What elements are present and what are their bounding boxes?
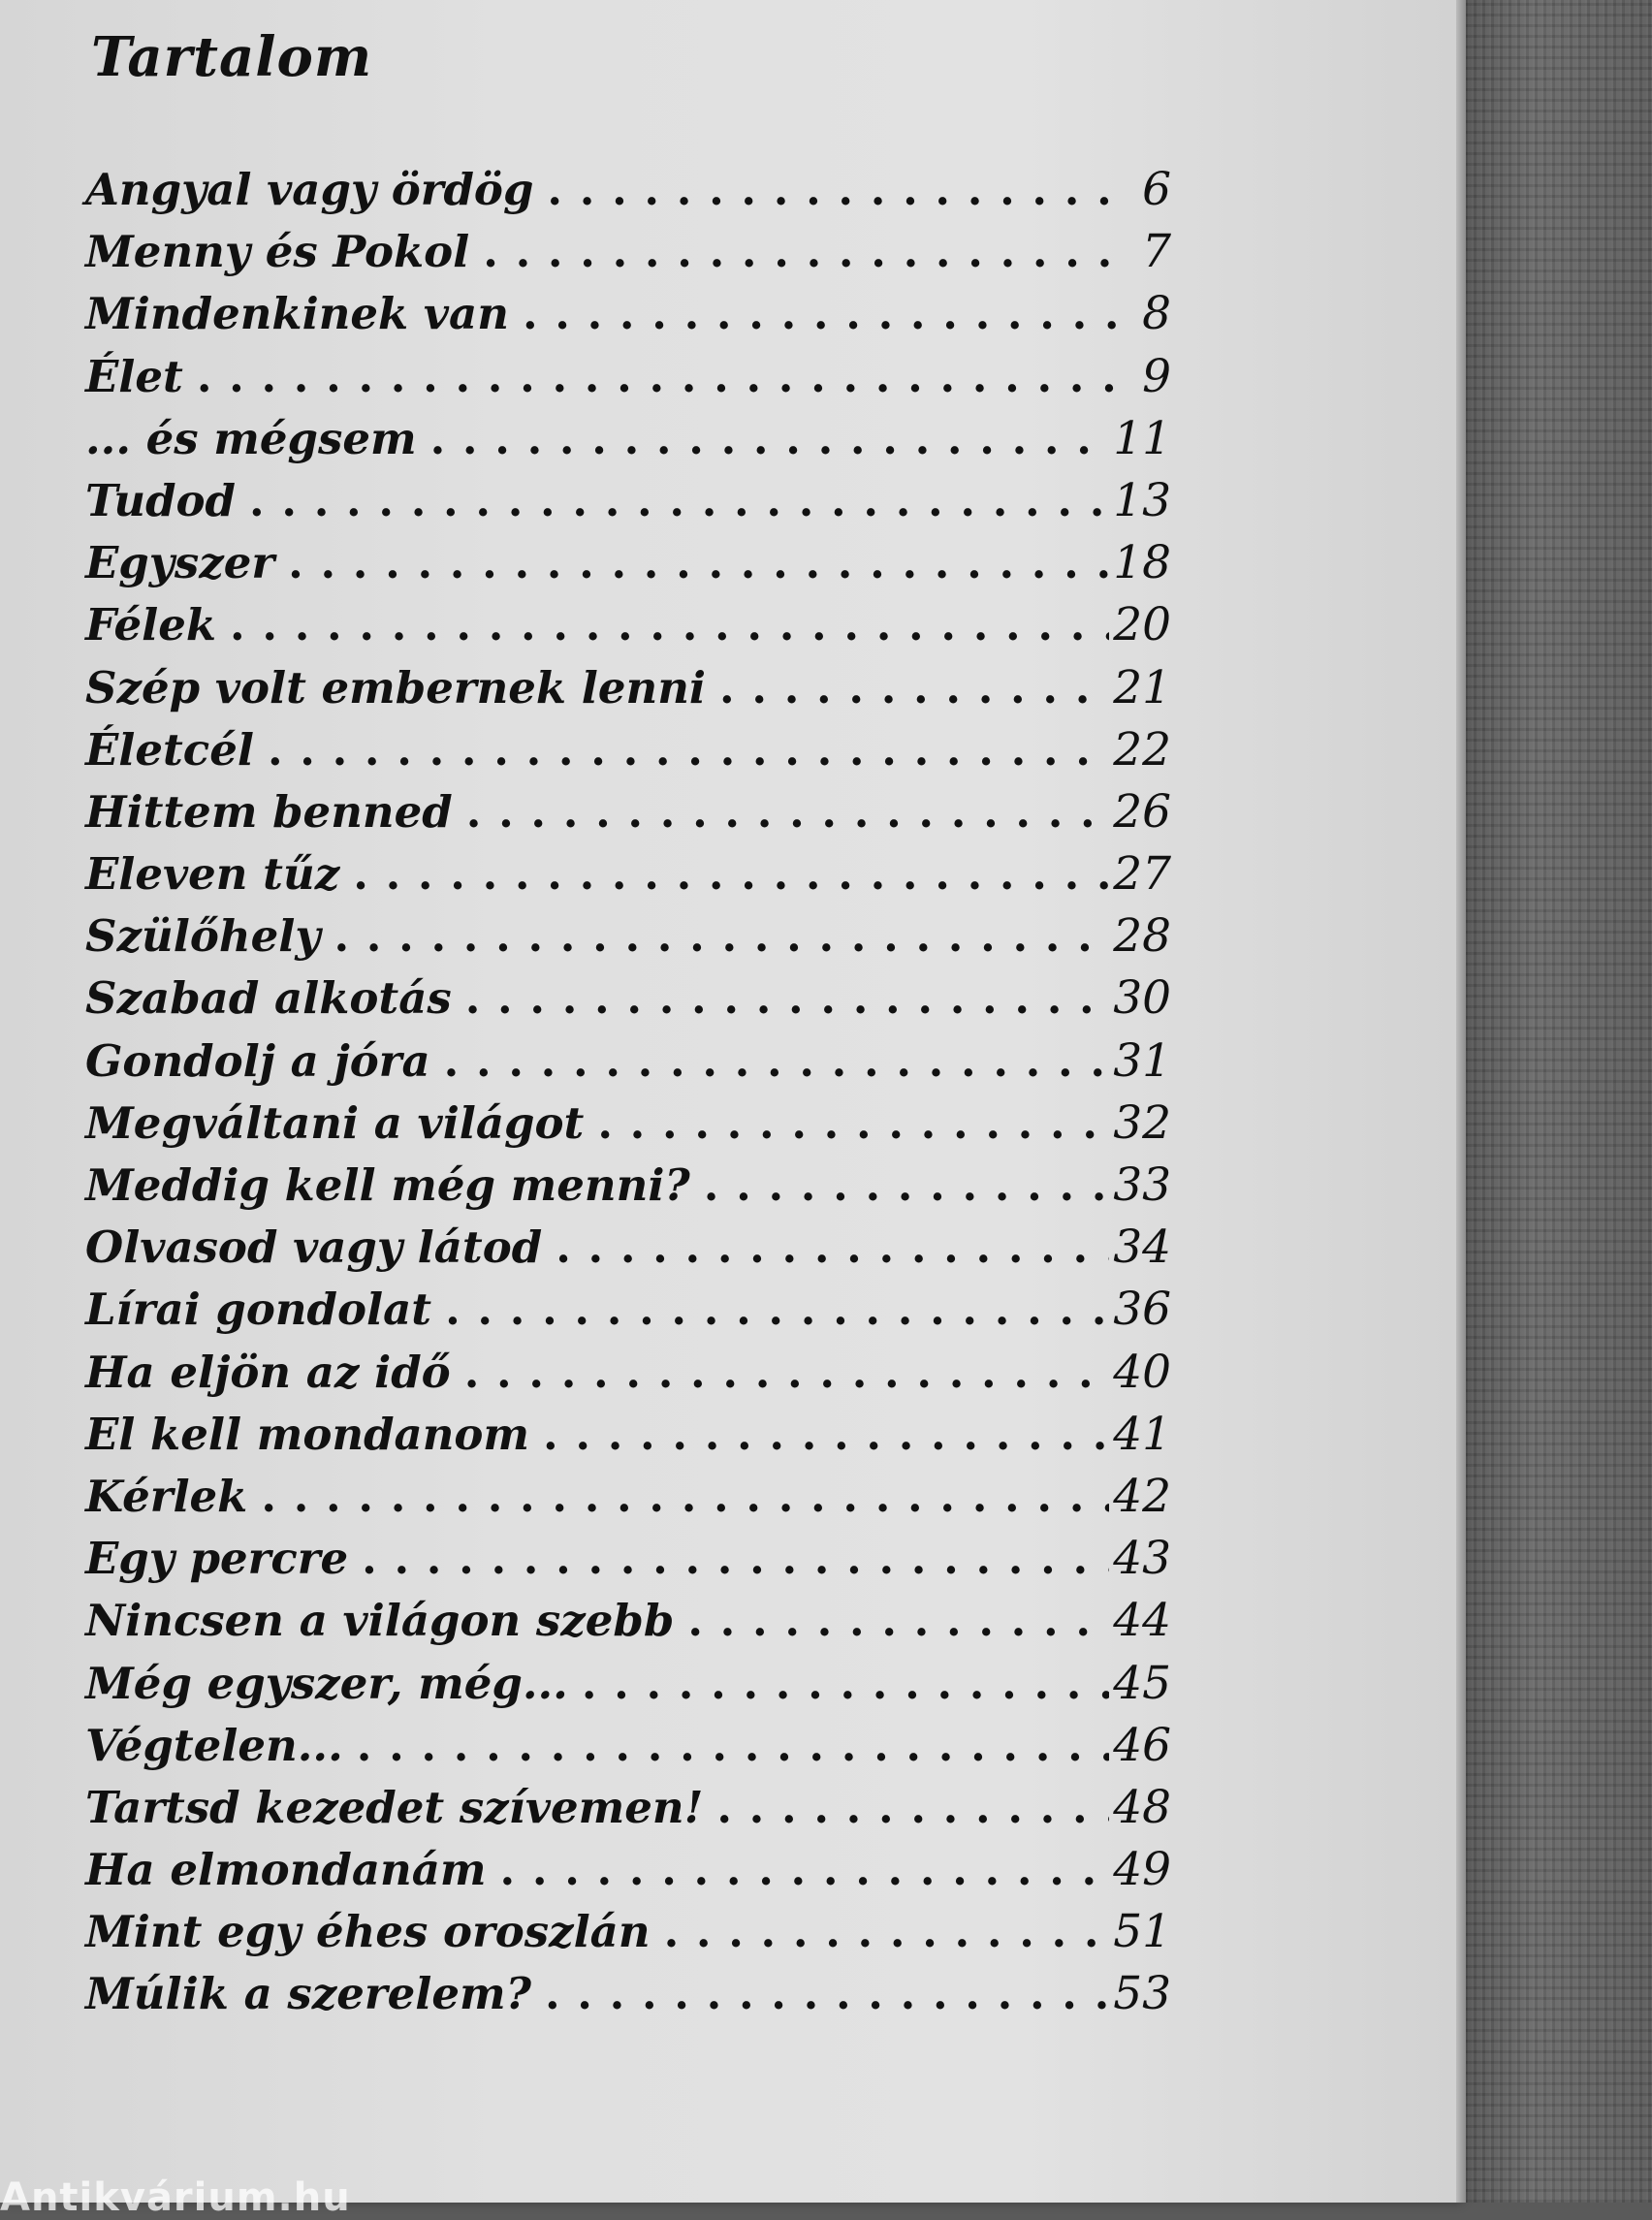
toc-entry-page-number: 7 [1142,225,1171,279]
toc-entry-title: Angyal vagy ördög [85,164,534,215]
toc-entry [85,909,1171,971]
toc-entry-page-number: 21 [1113,660,1171,714]
toc-entry-title: Félek [85,599,217,651]
toc-entry-page-number: 53 [1113,1967,1171,2021]
dot-leader [464,1347,1109,1398]
dot-leader [547,164,1119,215]
toc-entry-page-number: 27 [1113,847,1171,902]
toc-entry-title: Ha elmondanám [85,1844,487,1896]
toc-entry-page-number: 43 [1113,1532,1171,1586]
toc-entry-page-number: 44 [1113,1594,1171,1648]
dot-leader [466,786,1109,838]
dot-leader [268,724,1109,776]
toc-entry-page-number: 32 [1113,1095,1171,1150]
toc-entry-page-number: 42 [1113,1469,1171,1523]
toc-entry [85,1158,1171,1221]
toc-entry-title: Egyszer [85,537,275,589]
dot-leader [500,1844,1110,1895]
toc-entry-title: Gondolj a jóra [85,1034,430,1087]
toc-entry [85,847,1171,909]
toc-entry-title: Ha eljön az idő [85,1346,451,1398]
toc-entry [85,163,1171,225]
toc-entry-title: Múlik a szerelem? [85,1968,531,2020]
toc-entry-title: Hittem benned [85,785,453,838]
dot-leader [261,1471,1109,1522]
toc-entry [85,1034,1171,1096]
dot-leader [597,1097,1109,1149]
toc-entry-title: Szülőhely [85,910,321,963]
toc-entry-page-number: 34 [1113,1221,1171,1275]
toc-entry-title: Tartsd kezedet szívemen! [85,1781,704,1833]
toc-entry-title: Meddig kell még menni? [85,1159,690,1211]
dot-leader [483,226,1119,277]
toc-entry-title: Tudod [85,474,237,526]
toc-entry [85,1221,1171,1283]
dot-leader [353,848,1109,900]
toc-entry-title: El kell mondanom [85,1408,530,1460]
toc-entry [85,1408,1171,1470]
toc-entry-page-number: 20 [1113,598,1171,652]
toc-entry-title: Élet [85,350,183,402]
toc-entry-title: Nincsen a világon szebb [85,1595,675,1647]
toc-entry [85,971,1171,1033]
toc-entry [85,1843,1171,1905]
toc-entry-page-number: 11 [1113,411,1171,465]
toc-entry-page-number: 33 [1113,1158,1171,1212]
background-surface [1454,0,1652,2203]
toc-entry-page-number: 6 [1142,163,1171,216]
toc-entry [85,723,1171,785]
toc-entry [85,350,1171,412]
dot-leader [704,1159,1109,1211]
toc-entry-page-number: 8 [1142,287,1171,341]
toc-entry-title: Még egyszer, még... [85,1657,568,1709]
toc-entry-page-number: 36 [1113,1283,1171,1337]
toc-entry-page-number: 9 [1142,349,1171,403]
toc-entry [85,287,1171,349]
toc-entry-page-number: 49 [1113,1843,1171,1897]
toc-entry-page-number: 13 [1113,473,1171,527]
toc-entry-page-number: 31 [1113,1033,1171,1088]
page-edge [1456,0,1466,2203]
dot-leader [465,972,1109,1024]
toc-entry [85,1719,1171,1781]
toc-entry-title: Szép volt embernek lenni [85,661,707,714]
toc-entry-page-number: 28 [1113,909,1171,964]
dot-leader [357,1720,1109,1771]
toc-entry [85,536,1171,598]
dot-leader [362,1533,1109,1584]
toc-entry-title: ... és mégsem [85,412,417,464]
dot-leader [716,1782,1109,1833]
toc-entry [85,474,1171,536]
watermark-text: Antikvárium.hu [0,2175,351,2220]
toc-entry-page-number: 41 [1113,1407,1171,1461]
toc-entry-page-number: 46 [1113,1718,1171,1772]
table-of-contents [85,163,1171,2030]
dot-leader [197,351,1119,402]
dot-leader [444,1035,1110,1087]
dot-leader [430,413,1110,464]
dot-leader [719,662,1109,714]
dot-leader [288,537,1109,588]
toc-entry [85,1781,1171,1843]
toc-entry [85,1905,1171,1967]
toc-entry-page-number: 40 [1113,1345,1171,1399]
toc-entry [85,1657,1171,1719]
toc-entry [85,661,1171,723]
toc-entry [85,785,1171,847]
toc-entry [85,1283,1171,1345]
toc-entry [85,412,1171,474]
toc-entry-title: Megváltani a világot [85,1096,585,1149]
dot-leader [556,1221,1109,1273]
dot-leader [334,910,1109,962]
toc-entry-page-number: 45 [1113,1656,1171,1710]
toc-entry-title: Menny és Pokol [85,226,470,278]
toc-entry-title: Mindenkinek van [85,288,509,340]
dot-leader [445,1284,1109,1335]
toc-entry-title: Egy percre [85,1533,349,1585]
toc-entry-title: Olvasod vagy látod [85,1221,543,1274]
toc-entry-page-number: 18 [1113,536,1171,590]
toc-entry-page-number: 22 [1113,722,1171,777]
dot-leader [523,288,1119,339]
toc-entry [85,1346,1171,1408]
toc-entry [85,1967,1171,2029]
dot-leader [582,1658,1109,1709]
toc-entry-page-number: 51 [1113,1905,1171,1959]
toc-entry [85,225,1171,287]
dot-leader [230,599,1109,650]
toc-entry [85,598,1171,660]
toc-entry-title: Szabad alkotás [85,972,452,1025]
dot-leader [687,1595,1109,1646]
toc-entry-page-number: 26 [1113,784,1171,839]
toc-entry-title: Kérlek [85,1470,248,1522]
dot-leader [543,1409,1109,1460]
toc-entry [85,1470,1171,1532]
page-title: Tartalom [91,25,373,89]
toc-entry-title: Életcél [85,723,254,776]
toc-entry-title: Lírai gondolat [85,1284,432,1336]
dot-leader [249,475,1109,526]
toc-entry-title: Mint egy éhes oroszlán [85,1906,651,1958]
toc-entry [85,1594,1171,1656]
toc-entry-title: Eleven tűz [85,848,340,901]
toc-entry [85,1096,1171,1158]
toc-entry [85,1532,1171,1594]
toc-entry-page-number: 30 [1113,971,1171,1026]
dot-leader [664,1906,1110,1957]
dot-leader [545,1968,1109,2019]
toc-entry-page-number: 48 [1113,1780,1171,1834]
toc-entry-title: Végtelen... [85,1719,343,1771]
